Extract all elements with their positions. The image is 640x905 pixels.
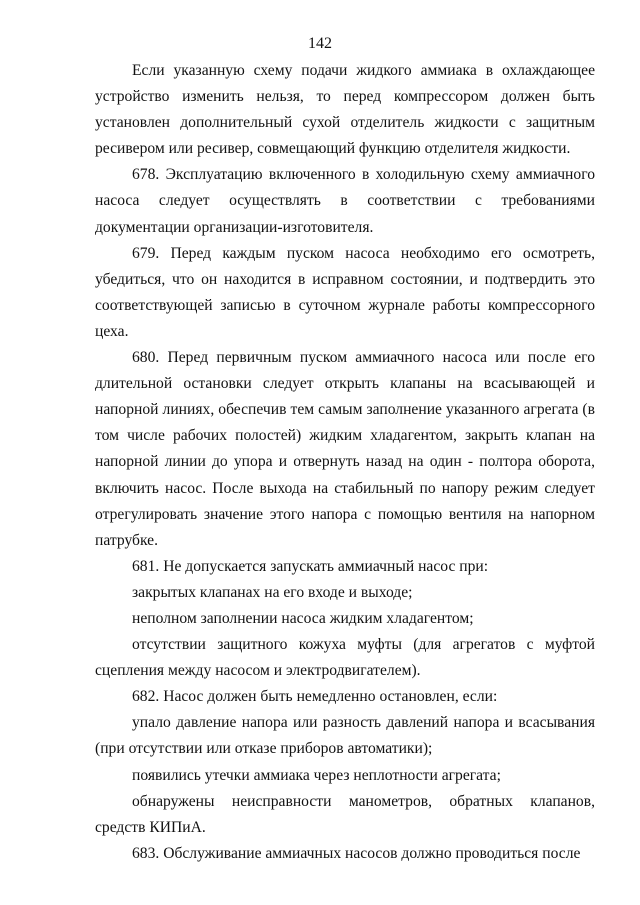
list-item: обнаружены неисправности манометров, обратных клапанов, средств КИПиА.: [95, 792, 595, 836]
page-number: 142: [308, 35, 332, 52]
paragraph-680: 680. Перед первичным пуском аммиачного насоса или после его длительной остановки следует открыть клапаны на всасывающей и напорной линиях, обеспечив тем самым заполнение указанного агрегата (в том числе рабочих полостей) жидким хладагентом, закрыть клапан на напорной линии до упора и отвернуть назад на один - полтора оборота, включить насос. После выхода на стабильный по напору режим следует отрегулировать значение этого напора с помощью вентиля на напорном патрубке.: [95, 349, 595, 549]
paragraph-678: 678. Эксплуатацию включенного в холодильную схему аммиачного насоса следует осуществлять в соответствии с требованиями документации организации-изготовителя.: [95, 166, 595, 236]
paragraph-682: 682. Насос должен быть немедленно остановлен, если:: [132, 688, 498, 706]
paragraph-679: 679. Перед каждым пуском насоса необходимо его осмотреть, убедиться, что он находится в исправном состоянии, и подтвердить это соответствующей записью в суточном журнале работы компрессорного цеха.: [95, 244, 595, 340]
list-item: закрытых клапанах на его входе и выходе;: [132, 583, 413, 601]
list-item: появились утечки аммиака через неплотности агрегата;: [132, 766, 501, 784]
list-item: упало давление напора или разность давлений напора и всасывания (при отсутствии или отказе приборов автоматики);: [95, 714, 595, 758]
list-item: неполном заполнении насоса жидким хладагентом;: [132, 609, 474, 627]
paragraph-681: 681. Не допускается запускать аммиачный насос при:: [132, 557, 489, 575]
paragraph: Если указанную схему подачи жидкого аммиака в охлаждающее устройство изменить нельзя, то перед компрессором должен быть установлен дополнительный сухой отделитель жидкости с защитным ресивером или ресивер, совмещающий функцию отделителя жидкости.: [95, 62, 595, 158]
document-body: [95, 58, 595, 867]
list-item: отсутствии защитного кожуха муфты (для агрегатов с муфтой сцепления между насосом и электродвигателем).: [95, 636, 595, 680]
paragraph-683: 683. Обслуживание аммиачных насосов должно проводиться после: [132, 844, 581, 862]
